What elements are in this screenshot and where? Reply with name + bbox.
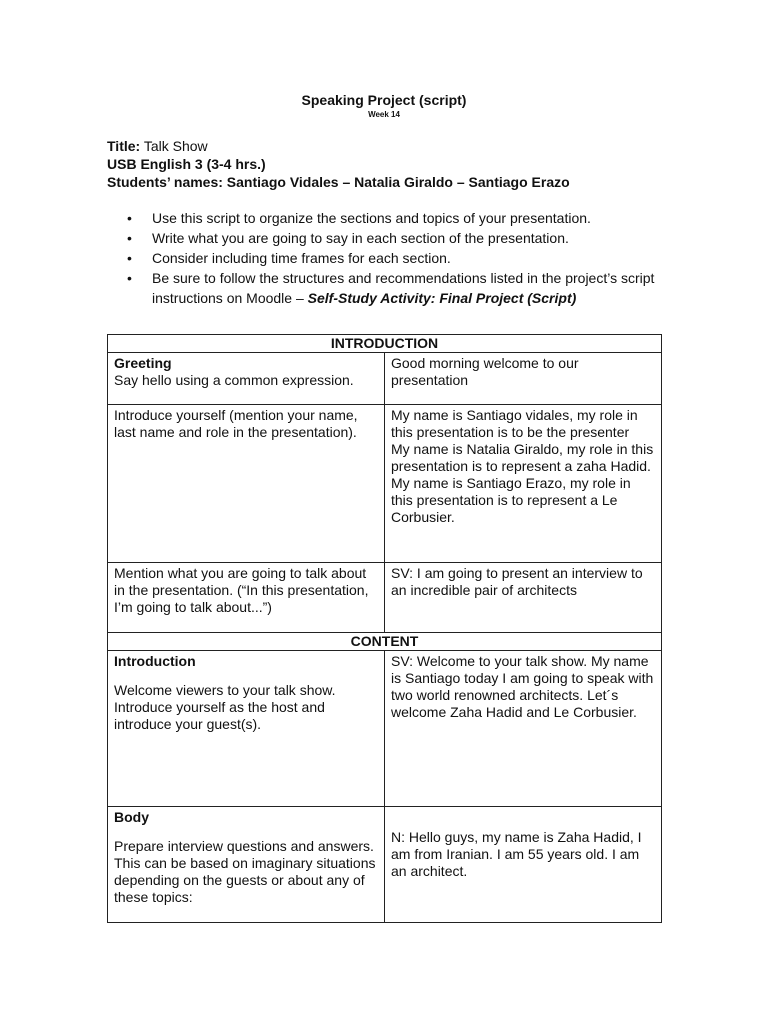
body-answer: N: Hello guys, my name is Zaha Hadid, I am from Iranian. I am 55 years old. I am an architect. (391, 829, 642, 879)
title-line (107, 137, 570, 155)
instruction-item: • Consider including time frames for each section. (127, 250, 451, 266)
students-label: Students’ names: (107, 174, 223, 190)
table-row (108, 807, 662, 923)
students-line (107, 173, 570, 191)
instruction-item: • Write what you are going to say in each section of the presentation. (127, 230, 569, 246)
instruction-item: • Be sure to follow the structures and recommendations listed in the project’s script instructions on Moodle – Self-Study Activity: Final Project (Script) (127, 270, 655, 306)
mention-answer: SV: I am going to present an interview to an incredible pair of architects (385, 563, 662, 633)
table-row (108, 353, 662, 405)
table-row (108, 633, 662, 651)
project-meta (107, 137, 570, 191)
introduce-cell: Introduce yourself (mention your name, last name and role in the presentation). (108, 405, 385, 563)
intro-title: Introduction (114, 653, 196, 669)
intro-text: Welcome viewers to your talk show. Introduce yourself as the host and introduce your guest(s). (114, 682, 336, 732)
intro-answer: SV: Welcome to your talk show. My name is Santiago today I am going to speak with two world renowned architects. Let´s welcome Zaha Hadid and Le Corbusier. (385, 651, 662, 807)
activity-name: Self-Study Activity: Final Project (Script) (307, 290, 577, 306)
table-row (108, 563, 662, 633)
mention-cell: Mention what you are going to talk about in the presentation. (“In this presentation, I’m going to talk about...”) (108, 563, 385, 633)
introduction-header: INTRODUCTION (108, 335, 662, 353)
content-header: CONTENT (108, 633, 662, 651)
script-table (107, 334, 662, 923)
course-line: USB English 3 (3-4 hrs.) (107, 156, 266, 172)
table-row (108, 651, 662, 807)
instruction-list (127, 208, 687, 308)
table-row (108, 335, 662, 353)
body-text: Prepare interview questions and answers. This can be based on imaginary situations depending on the guests or about any of these topics: (114, 838, 376, 905)
greeting-cell (108, 353, 385, 405)
body-title: Body (114, 809, 149, 825)
instruction-item: • Use this script to organize the sections and topics of your presentation. (127, 210, 591, 226)
table-row (108, 405, 662, 563)
title-value: Talk Show (140, 138, 208, 154)
greeting-title: Greeting (114, 355, 172, 371)
title-label: Title: (107, 138, 141, 154)
greeting-answer: Good morning welcome to our presentation (385, 353, 662, 405)
document-title: Speaking Project (script) (301, 92, 467, 108)
intro-cell (108, 651, 385, 807)
body-cell (108, 807, 385, 923)
body-answer-cell (385, 807, 662, 923)
week-label: Week 14 (368, 110, 400, 119)
students-value: Santiago Vidales – Natalia Giraldo – Santiago Erazo (222, 174, 570, 190)
introduce-answer: My name is Santiago vidales, my role in this presentation is to be the presenter My name is Natalia Giraldo, my role in this presentation is to represent a zaha Hadid. My name is Santiago Erazo, my role in this presentation is to represent a Le Corbusier. (385, 405, 662, 563)
greeting-text: Say hello using a common expression. (114, 372, 354, 388)
